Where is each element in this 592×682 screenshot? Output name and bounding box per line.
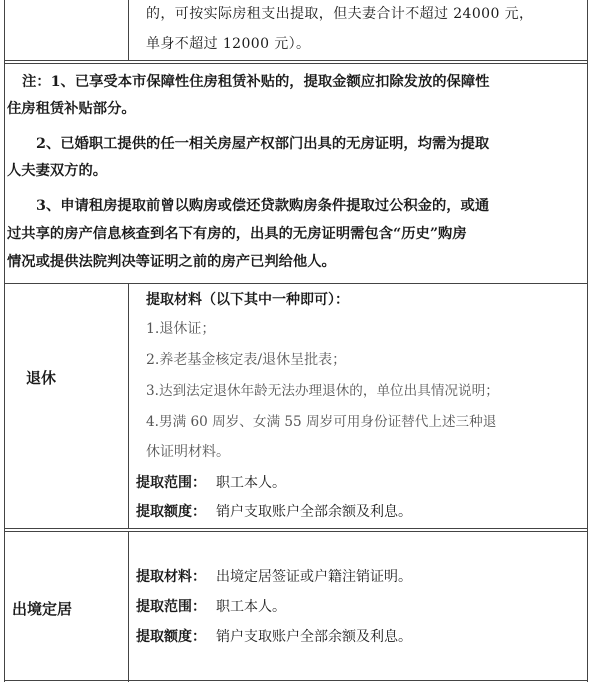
left-border bbox=[4, 0, 5, 682]
abroad-scope-label: 提取范围： bbox=[136, 599, 206, 615]
retire-item-2: 2.养老基金核定表/退休呈批表； bbox=[146, 352, 347, 368]
abroad-amount-value: 销户支取账户全部余额及利息。 bbox=[216, 629, 412, 645]
retire-scope-value: 职工本人。 bbox=[216, 475, 286, 491]
column-divider-abroad bbox=[128, 531, 129, 682]
abroad-label: 出境定居 bbox=[12, 600, 73, 618]
right-border bbox=[587, 0, 588, 682]
abroad-materials-value: 出境定居签证或户籍注销证明。 bbox=[216, 569, 412, 585]
row-divider-3a bbox=[4, 528, 588, 529]
retire-amount-value: 销户支取账户全部余额及利息。 bbox=[216, 504, 412, 520]
note-2-line-2: 人夫妻双方的。 bbox=[7, 163, 108, 179]
top-row-line-1: 的，可按实际房租支出提取，但夫妻合计不超过 24000 元， bbox=[146, 6, 534, 22]
retire-scope-label: 提取范围： bbox=[136, 475, 206, 491]
column-divider-retire bbox=[128, 283, 129, 528]
note-1-line-2: 住房租赁补贴部分。 bbox=[7, 101, 136, 117]
retire-item-1: 1.退休证； bbox=[146, 321, 216, 337]
row-divider-1a bbox=[4, 60, 588, 61]
note-1-line-1: 注：1、已享受本市保障性住房租赁补贴的，提取金额应扣除发放的保障性 bbox=[22, 74, 490, 90]
row-divider-1b bbox=[4, 63, 588, 64]
abroad-scope-value: 职工本人。 bbox=[216, 599, 286, 615]
retire-label: 退休 bbox=[26, 369, 57, 387]
row-divider-2 bbox=[4, 283, 588, 284]
column-divider-top bbox=[128, 0, 129, 60]
abroad-materials-label: 提取材料： bbox=[136, 569, 206, 585]
note-3-line-3: 情况或提供法院判决等证明之前的房产已判给他人。 bbox=[7, 254, 336, 270]
note-2-line-1: 2、已婚职工提供的任一相关房屋产权部门出具的无房证明，均需为提取 bbox=[36, 136, 490, 152]
row-divider-3b bbox=[4, 531, 588, 532]
abroad-amount-label: 提取额度： bbox=[136, 629, 206, 645]
retire-amount-label: 提取额度： bbox=[136, 504, 206, 520]
bottom-border bbox=[4, 680, 588, 681]
retire-item-4-line-2: 休证明材料。 bbox=[146, 444, 230, 460]
retire-materials-heading: 提取材料（以下其中一种即可）： bbox=[146, 292, 349, 308]
retire-item-4-line-1: 4.男满 60 周岁、女满 55 周岁可用身份证替代上述三种退 bbox=[146, 414, 497, 430]
retire-item-3: 3.达到法定退休年龄无法办理退休的，单位出具情况说明； bbox=[146, 383, 499, 399]
top-row-line-2: 单身不超过 12000 元）。 bbox=[146, 36, 311, 52]
note-3-line-2: 过共享的房产信息核查到名下有房的，出具的无房证明需包含“历史”购房 bbox=[7, 226, 467, 242]
note-3-line-1: 3、申请租房提取前曾以购房或偿还贷款购房条件提取过公积金的，或通 bbox=[36, 198, 490, 214]
